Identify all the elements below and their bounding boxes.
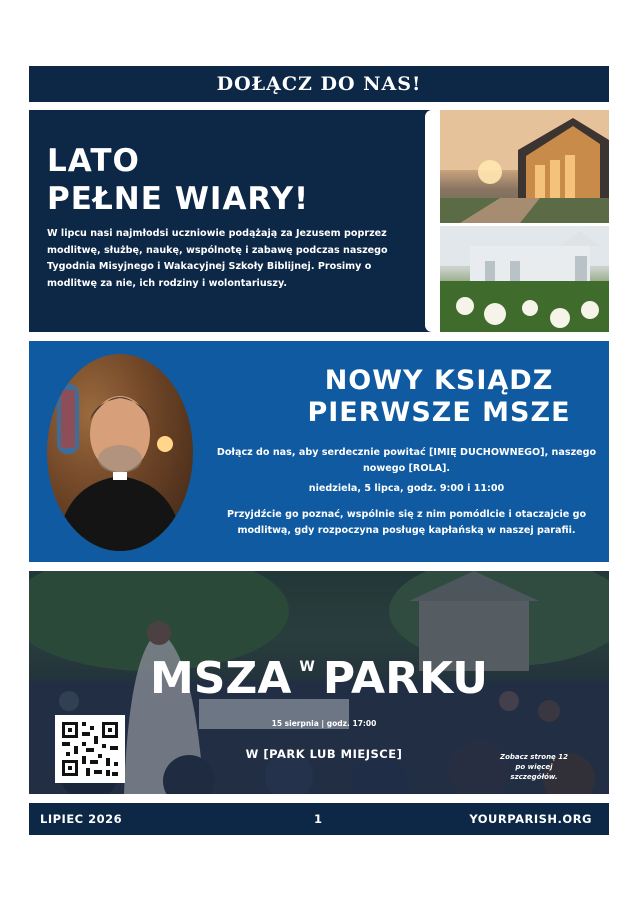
header-banner bbox=[29, 66, 609, 102]
summer-section bbox=[29, 110, 609, 332]
park-place: W [PARK LUB MIEJSCE] bbox=[245, 747, 403, 761]
summer-body: W lipcu nasi najmłodsi uczniowie podążają za Jezusem poprzez modlitwę, służbę, naukę, wspólnotę i zabawę podczas naszego Tygodnia Misyjnego i Wakacyjnej Szkoły Biblijnej. Prosimy o modlitwę za nie, ich rodziny i wolontariuszy. bbox=[47, 228, 388, 289]
park-title-left: MSZA bbox=[149, 653, 292, 704]
summer-title bbox=[47, 142, 309, 218]
banner-title: DOŁĄCZ DO NAS! bbox=[216, 73, 422, 95]
church-photo bbox=[440, 110, 609, 223]
park-title-small: W bbox=[299, 659, 315, 675]
summer-title-line2: PEŁNE WIARY! bbox=[47, 181, 310, 217]
priest-schedule: niedziela, 5 lipca, godz. 9:00 i 11:00 bbox=[308, 483, 505, 494]
park-title bbox=[29, 641, 609, 705]
new-priest-section bbox=[29, 341, 609, 562]
summer-text-panel bbox=[29, 110, 433, 332]
garden-photo bbox=[440, 226, 609, 332]
summer-title-line1: LATO bbox=[47, 143, 140, 179]
priest-invite: Przyjdźcie go poznać, wspólnie się z nim pomódlcie i otaczajcie go modlitwą, gdy rozpoczyna posługę kapłańską w naszej parafii. bbox=[226, 509, 587, 536]
footer-website-link[interactable]: YOURPARISH.ORG bbox=[469, 812, 592, 826]
priest-title-line1: NOWY KSIĄDZ bbox=[324, 365, 554, 396]
priest-welcome: Dołącz do nas, aby serdecznie powitać [IMIĘ DUCHOWNEGO], naszego nowego [ROLA]. bbox=[216, 447, 597, 474]
footer-bar bbox=[29, 803, 609, 835]
park-title-right: PARKU bbox=[322, 653, 489, 704]
qr-code-icon[interactable] bbox=[55, 715, 125, 783]
park-note: Zobacz stronę 12 po więcej szczegółów. bbox=[500, 753, 568, 781]
park-date: 15 sierpnia | godz. 17:00 bbox=[271, 719, 377, 728]
priest-title-line2: PIERWSZE MSZE bbox=[307, 397, 571, 428]
page-number: 1 bbox=[314, 812, 323, 826]
priest-portrait bbox=[47, 354, 193, 551]
mass-in-park-section bbox=[29, 571, 609, 794]
footer-month: LIPIEC 2026 bbox=[40, 812, 123, 826]
vertical-divider bbox=[425, 110, 439, 332]
priest-title bbox=[279, 365, 599, 429]
